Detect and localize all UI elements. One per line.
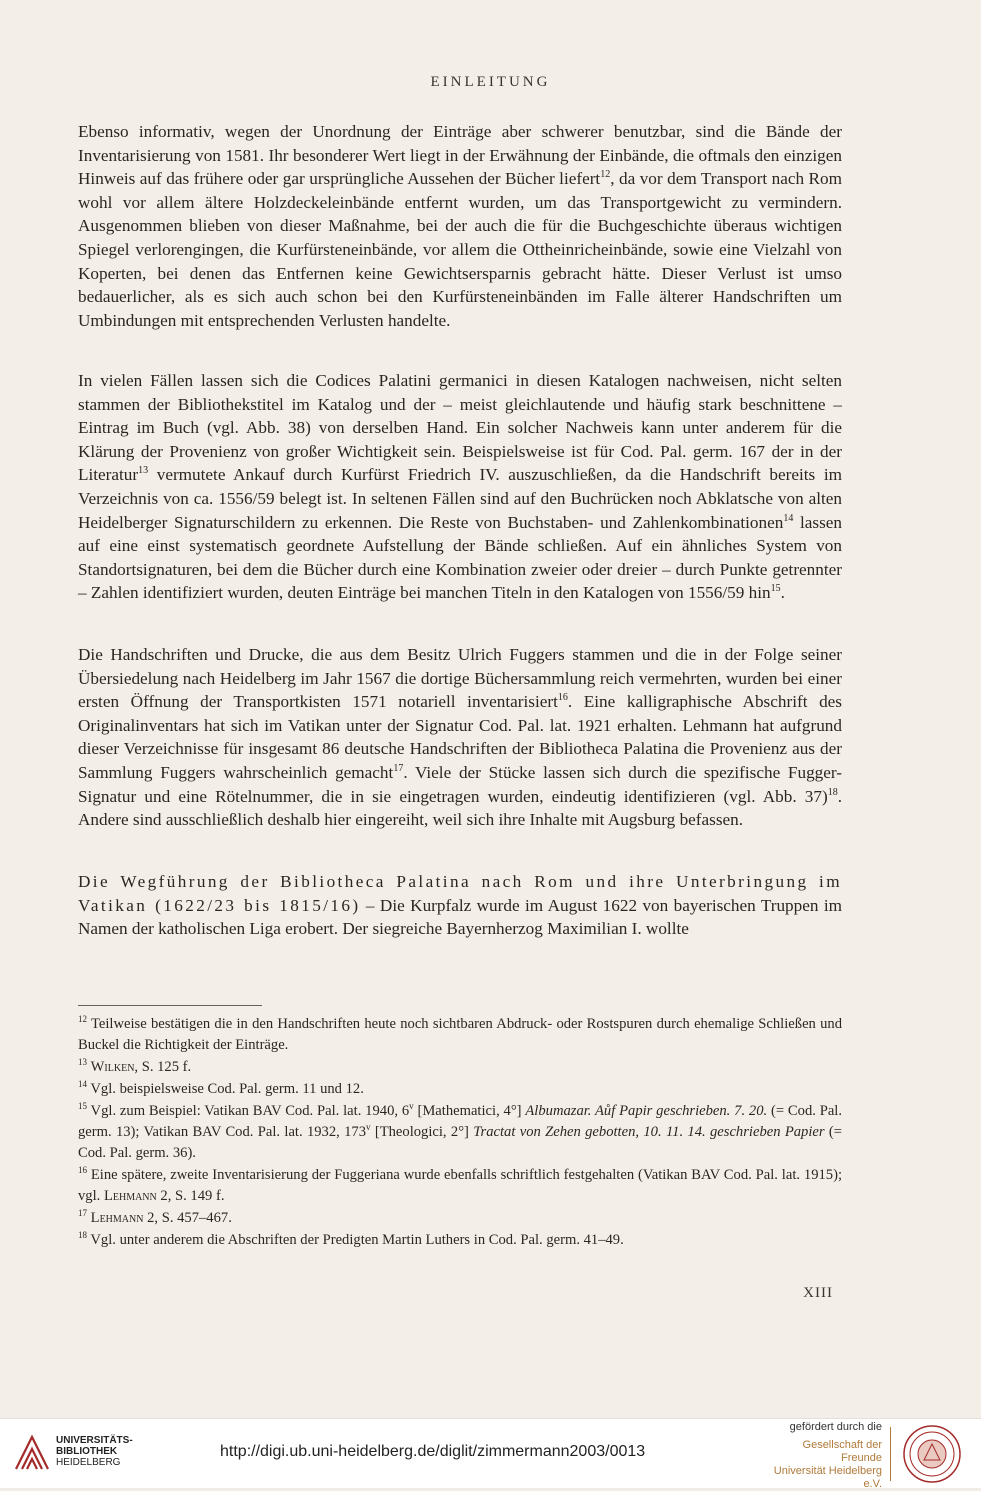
- sponsor-block: gefördert durch die Gesellschaft der Freunde Universität Heidelberg e.V.: [773, 1421, 882, 1490]
- footnote-divider: [78, 1005, 262, 1006]
- section-heading: Die Wegführung der Bibliotheca Palatina nach Rom und ihre Unterbringung im Vatikan (1622/23 bis 1815/16): [78, 872, 842, 915]
- footnote-17: $^{17}$ Lehmann 2, S. 457–467.: [78, 1208, 232, 1226]
- footnote-13: $^{13}$ Wilken, S. 125 f.: [78, 1057, 192, 1075]
- footnote-16: $^{16}$ Eine spätere, zweite Inventarisierung der Fuggeriana wurde ebenfalls schriftlich festgehalten (Vatikan BAV Cod. Pal. lat. 1915); vgl. Lehmann 2, S. 149 f.: [78, 1165, 842, 1204]
- running-header: EINLEITUNG: [430, 74, 551, 90]
- permalink-url[interactable]: http://digi.ub.uni-heidelberg.de/diglit/zimmermann2003/0013: [220, 1443, 646, 1460]
- paragraph-4: Die Wegführung der Bibliotheca Palatina nach Rom und ihre Unterbringung im Vatikan (1622/23 bis 1815/16) – Die Kurpfalz wurde im August 1622 von bayerischen Truppen im Namen der katholischen Liga erobert. Der siegreiche Bayernherzog Maximilian I. wollte: [78, 872, 843, 939]
- university-seal-icon: [902, 1424, 962, 1484]
- footnote-ref: 13: [138, 465, 149, 477]
- paragraph-3: Die Handschriften und Drucke, die aus dem Besitz Ulrich Fuggers stammen und die in der Folge seiner Übersiedelung nach Heidelberg im Jahr 1567 die dortige Büchersammlung reich vermehrten, wurden bei einer ersten Öffnung der Transportkisten 1571 notariell inventarisiert$^{16}$. Eine kalligraphische Abschrift des Originalinventars hat sich im Vatikan unter der Signatur Cod. Pal. lat. 1921 erhalten. Lehmann hat aufgrund dieser Verzeichnisse für insgesamt 86 deutsche Handschriften der Bibliotheca Palatina die Provenienz aus der Sammlung Fuggers wahrscheinlich gemacht$^{17}$. Viele der Stücke lassen sich durch die spezifische Fugger-Signatur und eine Rötelnummer, die in sie eingetragen wurden, eindeutig identifizieren (vgl. Abb. 37)$^{18}$. Andere sind ausschließlich deshalb hier eingereiht, weil sich ihre Inhalte mit Augsburg befassen.: [78, 645, 842, 830]
- paragraph-2: In vielen Fällen lassen sich die Codices Palatini germanici in diesen Katalogen nachweisen, nicht selten stammen der Bibliothekstitel im Katalog und der – meist gleichlautende und häufig stark beschnittene – Eintrag im Buch (vgl. Abb. 38) von derselben Hand. Ein solcher Nachweis kann unter anderem für die Klärung der Provenienz von großer Wichtigkeit sein. Beispielsweise ist für Cod. Pal. germ. 167 der in der Literatur$^{13}$ vermutete Ankauf durch Kurfürst Friedrich IV. auszuschließen, da die Handschrift bereits im Verzeichnis von ca. 1556/59 belegt ist. In seltenen Fällen sind auf den Buchrücken noch Abklatsche von alten Heidelberger Signaturschildern zu erkennen. Die Reste von Buchstaben- und Zahlenkombinationen$^{14}$ lassen auf eine einst systematisch geordnete Aufstellung der Bände schließen. Auf ein ähnliches System von Standortsignaturen, bei dem die Bücher durch eine Kombination zweier oder dreier – durch Punkte getrennter – Zahlen identifiziert wurden, deuten Einträge bei manchen Titeln in den Katalogen von 1556/59 hin$^{15}$.: [78, 371, 842, 603]
- footnote-ref: 16: [557, 692, 568, 704]
- university-library-logo-icon[interactable]: [12, 1433, 52, 1473]
- library-name: UNIVERSITÄTS- BIBLIOTHEK HEIDELBERG: [56, 1435, 133, 1468]
- footnote-12: $^{12}$ Teilweise bestätigen die in den Handschriften heute noch sichtbaren Abdruck- oder Rostspuren durch ehemalige Schließen und Buckel die Richtigkeit der Einträge.: [78, 1014, 842, 1053]
- paragraph-1: Ebenso informativ, wegen der Unordnung der Einträge aber schwerer benutzbar, sind die Bände der Inventarisierung von 1581. Ihr besonderer Wert liegt in der Erwähnung der Einbände, die oftmals den einzigen Hinweis auf das frühere oder gar ursprüngliche Aussehen der Bücher liefert$^{12}$, da vor dem Transport nach Rom wohl vor allem ältere Holzdeckeleinbände entfernt wurden, um das Transportgewicht zu vermindern. Ausgenommen blieben von dieser Maßnahme, bei der auch die für die Buchgeschichte überaus wichtigen Spiegel verlorengingen, die Kurfürsteneinbände, vor allem die Ottheinricheinbände, sowie eine Vielzahl von Koperten, bei denen das Entfernen keine Gewichtsersparnis gebracht hätte. Dieser Verlust ist umso bedauerlicher, als es sich auch schon bei den Kurfürsteneinbänden im Falle älterer Handschriften um Umbindungen mit entsprechenden Verlusten handelte.: [78, 122, 842, 330]
- sponsor-divider: [890, 1427, 891, 1481]
- footnote-ref: 18: [827, 786, 838, 798]
- footnote-ref: 14: [783, 512, 794, 524]
- footnote-ref: 17: [393, 762, 404, 774]
- footnote-ref: 15: [770, 583, 781, 595]
- footnote-15: $^{15}$ Vgl. zum Beispiel: Vatikan BAV Cod. Pal. lat. 1940, 6$^v$ [Mathematici, 4°] Albumazar. Aůf Papir geschrieben. 7. 20. (= Cod. Pal. germ. 13); Vatikan BAV Cod. Pal. lat. 1932, 173$^v$ [Theologici, 2°] Tractat von Zehen gebotten, 10. 11. 14. geschrieben Papier (= Cod. Pal. germ. 36).: [78, 1101, 843, 1161]
- footnote-ref: 12: [600, 169, 611, 181]
- footnotes: [78, 1014, 842, 1252]
- footnote-14: $^{14}$ Vgl. beispielsweise Cod. Pal. germ. 11 und 12.: [78, 1079, 364, 1097]
- footnote-18: $^{18}$ Vgl. unter anderem die Abschriften der Predigten Martin Luthers in Cod. Pal. germ. 41–49.: [78, 1230, 624, 1248]
- page-number: XIII: [803, 1285, 833, 1301]
- viewer-footer: [0, 1418, 981, 1488]
